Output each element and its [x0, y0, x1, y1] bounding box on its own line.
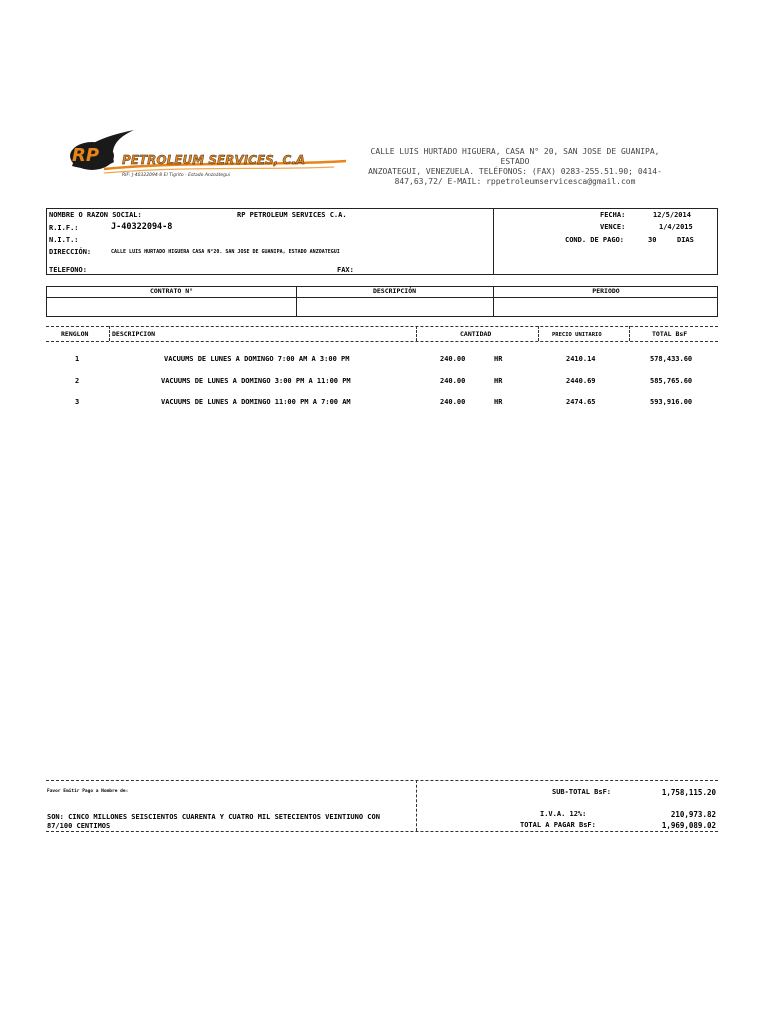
- contract-header-line: [47, 297, 717, 298]
- contract-number-header: CONTRATO N°: [149, 287, 194, 295]
- row-unidad: HR: [494, 398, 503, 406]
- client-box-divider: [493, 209, 494, 274]
- row-total: 585,765.60: [650, 377, 693, 385]
- items-header-bottom-rule: [46, 341, 718, 342]
- row-unidad: HR: [494, 377, 503, 385]
- fecha-label: FECHA:: [600, 211, 626, 219]
- row-precio: 2410.14: [566, 355, 596, 363]
- subtotal-value: 1,758,115.20: [661, 788, 716, 797]
- company-address: [360, 147, 670, 187]
- name-value: RP PETROLEUM SERVICES C.A.: [237, 211, 347, 219]
- total-label: TOTAL A PAGAR BsF:: [520, 821, 596, 829]
- cond-value: 30: [648, 236, 657, 244]
- items-col-divider: [629, 326, 630, 341]
- total-value: 1,969,089.02: [661, 821, 716, 830]
- items-col-divider: [109, 326, 110, 341]
- direccion-value: CALLE LUIS HURTADO HIGUERA CASA N°20. SAN JOSE DE GUANIPA, ESTADO ANZOATEGUI: [111, 249, 340, 255]
- items-col-divider: [538, 326, 539, 341]
- fax-label: FAX:: [337, 266, 354, 274]
- rif-value: J-40322094-8: [111, 222, 173, 232]
- cond-label: COND. DE PAGO:: [565, 236, 625, 244]
- row-precio: 2474.65: [566, 398, 596, 406]
- iva-label: I.V.A. 12%:: [540, 810, 587, 818]
- items-header-top-rule: [46, 326, 718, 327]
- direccion-label: DIRECCIÓN:: [49, 248, 92, 256]
- address-line-2: ANZOATEGUI, VENEZUELA. TELÉFONOS: (FAX) 0283-255.51.90; 0414-: [368, 167, 662, 176]
- row-descripcion: VACUUMS DE LUNES A DOMINGO 3:00 PM A 11:00 PM: [161, 377, 351, 385]
- client-info-box: [46, 208, 718, 275]
- cantidad-header: CANTIDAD: [460, 330, 492, 338]
- row-cantidad: 240.00: [440, 355, 466, 363]
- iva-value: 210,973.82: [670, 810, 716, 819]
- items-col-divider: [416, 326, 417, 341]
- logo-graphic: [64, 128, 354, 180]
- name-label: NOMBRE O RAZON SOCIAL:: [49, 211, 142, 219]
- vence-label: VENCE:: [600, 223, 626, 231]
- fecha-value: 12/5/2014: [653, 211, 691, 219]
- renglon-header: RENGLON: [61, 330, 89, 338]
- logo-title: PETROLEUM SERVICES, C.A: [122, 153, 306, 167]
- row-precio: 2440.69: [566, 377, 596, 385]
- pago-label: Favor Emitir Pago a Nombre de:: [47, 789, 129, 794]
- rif-label: R.I.F.:: [49, 224, 79, 232]
- total-header: TOTAL BsF: [652, 330, 688, 338]
- row-total: 593,916.00: [650, 398, 693, 406]
- row-unidad: HR: [494, 355, 503, 363]
- row-renglon: 1: [75, 355, 80, 363]
- contract-description-header: DESCRIPCIÓN: [372, 287, 417, 295]
- footer-bottom-rule: [46, 831, 718, 832]
- footer-top-rule: [46, 780, 718, 781]
- footer-col-divider: [416, 780, 417, 831]
- row-total: 578,433.60: [650, 355, 693, 363]
- row-renglon: 3: [75, 398, 80, 406]
- vence-value: 1/4/2015: [659, 223, 693, 231]
- subtotal-label: SUB-TOTAL BsF:: [552, 788, 612, 796]
- precio-header: PRECIO UNITARIO: [552, 332, 602, 338]
- row-descripcion: VACUUMS DE LUNES A DOMINGO 7:00 AM A 3:00 PM: [164, 355, 350, 363]
- company-logo: [64, 128, 354, 180]
- contract-period-header: PERIODO: [592, 287, 620, 295]
- nit-label: N.I.T.:: [49, 236, 79, 244]
- logo-initials: RP: [72, 145, 100, 166]
- row-cantidad: 240.00: [440, 398, 466, 406]
- cond-unit: DIAS: [677, 236, 694, 244]
- son-line-1: SON: CINCO MILLONES SEISCIENTOS CUARENTA Y CUATRO MIL SETECIENTOS VEINTIUNO CON: [47, 813, 380, 821]
- logo-subtitle: RIF: J-40322094-8 El Tigrito - Estado Anzoátegui: [122, 173, 231, 178]
- row-renglon: 2: [75, 377, 80, 385]
- telefono-label: TELEFONO:: [49, 266, 87, 274]
- row-cantidad: 240.00: [440, 377, 466, 385]
- row-descripcion: VACUUMS DE LUNES A DOMINGO 11:00 PM A 7:00 AM: [161, 398, 351, 406]
- contract-box: [46, 286, 718, 317]
- son-line-2: 87/100 CENTIMOS: [47, 822, 111, 830]
- descripcion-header: DESCRIPCION: [112, 330, 156, 338]
- address-line-1: CALLE LUIS HURTADO HIGUERA, CASA N° 20, SAN JOSE DE GUANIPA, ESTADO: [370, 147, 660, 166]
- address-line-3: 847,63,72/ E-MAIL: rppetroleumservicesca@gmail.com: [394, 177, 636, 186]
